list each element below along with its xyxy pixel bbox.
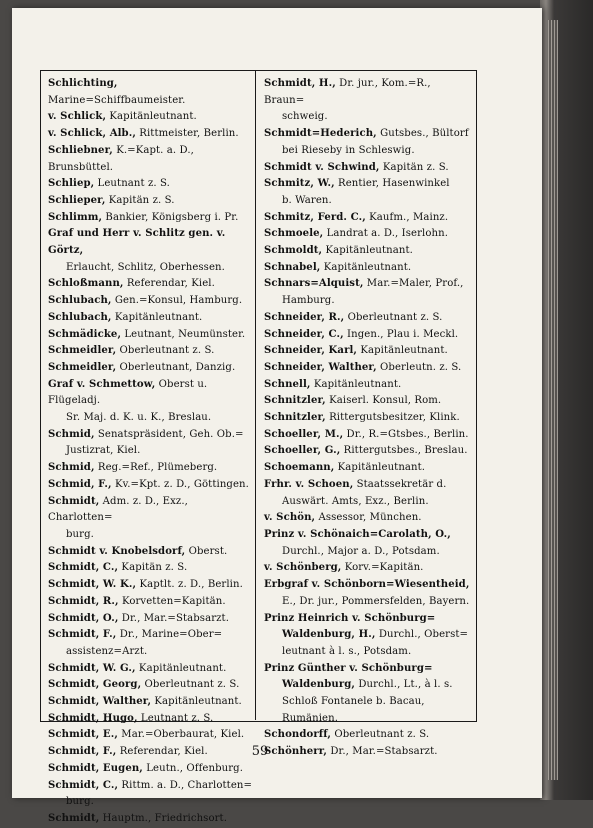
page-edges — [548, 20, 558, 780]
entry-details: Rittm. a. D., Charlotten= — [118, 779, 253, 791]
entry-details: Leutnant z. S. — [137, 712, 214, 724]
directory-entry — [264, 360, 470, 377]
entry-continuation — [48, 644, 253, 661]
entry-name: Schmitz, Ferd. C., — [264, 211, 366, 223]
entry-details: Bankier, Königsberg i. Pr. — [102, 211, 239, 223]
entry-name: Schlubach, — [48, 295, 112, 307]
entry-continuation — [264, 594, 470, 611]
entry-continuation-text: bei Rieseby in Schleswig. — [282, 144, 415, 156]
entry-continuation — [264, 677, 470, 694]
entry-details: Gutsbes., Bültorf — [376, 128, 469, 140]
entry-name: Graf und Herr v. Schlitz gen. v. Görtz, — [48, 228, 226, 257]
directory-entry — [264, 744, 470, 761]
entry-continuation-text: Erlaucht, Schlitz, Oberhessen. — [66, 261, 225, 273]
entry-name: Schlimm, — [48, 211, 103, 223]
entry-continuation — [264, 544, 470, 561]
entry-continuation: Rumänien. — [282, 712, 339, 724]
entry-details: K.=Kapt. a. D., Brunsbüttel. — [48, 144, 194, 173]
directory-entry — [264, 243, 470, 260]
entry-continuation-text: Durchl., Lt., à l. s. — [355, 679, 453, 691]
entry-continuation-text: schweig. — [282, 111, 328, 123]
entry-name: Schneider, Walther, — [264, 361, 377, 373]
directory-entry — [48, 811, 253, 828]
entry-name: Schoeller, M., — [264, 428, 344, 440]
entry-continuation-text: b. Waren. — [282, 194, 332, 206]
directory-entry — [48, 611, 253, 628]
entry-name: Schliep, — [48, 178, 95, 190]
directory-entry — [48, 193, 253, 210]
entry-name: Schmidt, R., — [48, 595, 119, 607]
directory-entry — [48, 76, 253, 109]
directory-entry — [48, 377, 253, 427]
entry-details: Leutnant z. S. — [94, 178, 170, 190]
entry-details: Kapitänleutnant. — [310, 378, 402, 390]
directory-entry — [264, 126, 470, 159]
entry-name: Prinz v. Schönaich=Carolath, O., — [264, 528, 451, 540]
entry-details: Kaptlt. z. D., Berlin. — [136, 579, 243, 591]
entry-details: Landrat a. D., Iserlohn. — [323, 228, 449, 240]
directory-entry — [48, 109, 253, 126]
entry-name: Schmädicke, — [48, 328, 122, 340]
entry-details: Mar.=Oberbaurat, Kiel. — [117, 729, 245, 741]
directory-entry — [48, 126, 253, 143]
entry-name: Schmidt, C., — [48, 562, 119, 574]
entry-name-continuation: Waldenburg, H., — [282, 629, 376, 641]
entry-name: Schmidt, E., — [48, 729, 118, 741]
directory-entry — [48, 544, 253, 561]
directory-entry — [264, 410, 470, 427]
entry-continuation — [264, 109, 470, 126]
entry-continuation: leutnant à l. s., Potsdam. — [282, 645, 412, 657]
directory-entry — [264, 176, 470, 209]
directory-entry — [48, 327, 253, 344]
entry-name: Schmidt, F., — [48, 629, 117, 641]
directory-entry — [264, 343, 470, 360]
entry-details: Kv.=Kpt. z. D., Göttingen. — [111, 478, 249, 490]
entry-details: Dr., Mar.=Stabsarzt. — [118, 612, 230, 624]
entry-continuation — [264, 627, 470, 644]
directory-entry — [48, 460, 253, 477]
directory-entry — [264, 527, 470, 560]
entry-details: Assessor, München. — [315, 512, 422, 524]
entry-details: Kapitänleutnant. — [320, 261, 412, 273]
entry-continuation-text: assistenz=Arzt. — [66, 645, 148, 657]
directory-entry — [264, 327, 470, 344]
entry-name: Schmidt, F., — [48, 746, 117, 758]
entry-details: Oberst. — [185, 545, 228, 557]
entry-continuation — [48, 443, 253, 460]
entry-name: Schmeidler, — [48, 361, 117, 373]
entry-name: Schmid, — [48, 428, 95, 440]
entry-name: Schlubach, — [48, 311, 112, 323]
directory-entry — [264, 260, 470, 277]
directory-entry — [48, 677, 253, 694]
entry-continuation-text: Durchl., Major a. D., Potsdam. — [282, 545, 440, 557]
directory-entry — [48, 176, 253, 193]
entry-name: Schmidt, — [48, 495, 100, 507]
entry-continuation — [264, 494, 470, 511]
entry-details: Dr., Marine=Ober= — [116, 629, 223, 641]
entry-details: Ingen., Plau i. Meckl. — [343, 328, 459, 340]
entry-name: Schmidt v. Schwind, — [264, 161, 380, 173]
entry-name: Frhr. v. Schoen, — [264, 478, 354, 490]
directory-entry — [48, 310, 253, 327]
entry-continuation — [48, 260, 253, 277]
entry-name: v. Schlick, — [48, 111, 107, 123]
entry-details: Staatssekretär d. — [353, 478, 447, 490]
directory-entry — [264, 727, 470, 744]
entry-name: Schlieper, — [48, 194, 106, 206]
entry-details: Oberleutnant z. S. — [116, 345, 215, 357]
entry-details: Referendar, Kiel. — [116, 746, 208, 758]
entry-name: Schnars=Alquist, — [264, 278, 364, 290]
entry-continuation-text: Hamburg. — [282, 295, 335, 307]
entry-details: Kapitänleutnant. — [357, 345, 448, 357]
directory-entry — [48, 293, 253, 310]
entry-details: Kapitänleutnant. — [135, 662, 227, 674]
entry-name: Schmidt, O., — [48, 612, 119, 624]
entry-continuation-text: burg. — [66, 528, 94, 540]
entry-name: Schmidt, C., — [48, 779, 119, 791]
directory-entry — [264, 661, 470, 728]
entry-name: v. Schlick, Alb., — [48, 128, 136, 140]
entry-name: Schliebner, — [48, 144, 113, 156]
directory-entry — [264, 560, 470, 577]
entry-name: Schmidt, W. K., — [48, 579, 137, 591]
entry-details: Oberleutnant, Danzig. — [116, 361, 236, 373]
entry-name-continuation: Waldenburg, — [282, 679, 356, 691]
entry-name: Schlichting, — [48, 78, 118, 89]
entry-name: Schmidt, Georg, — [48, 679, 142, 691]
entry-continuation — [264, 193, 470, 210]
entry-name: Schmidt, Walther, — [48, 696, 152, 708]
entry-details: Kapitänleutnant. — [322, 245, 413, 257]
entry-name: Schmeidler, — [48, 345, 117, 357]
directory-entry — [264, 611, 470, 661]
entry-continuation: Schloß Fontanele b. Bacau, — [282, 696, 425, 708]
entry-name: Schmid, F., — [48, 478, 112, 490]
directory-entry — [264, 393, 470, 410]
directory-entry — [48, 494, 253, 544]
directory-entry — [48, 560, 253, 577]
directory-entry — [48, 627, 253, 660]
directory-entry — [48, 711, 253, 728]
entry-details: Kapitänleutnant. — [151, 696, 242, 708]
directory-entry — [48, 210, 253, 227]
entry-continuation-text: burg. — [66, 796, 94, 808]
entry-continuation — [264, 293, 470, 310]
directory-entry — [48, 143, 253, 176]
entry-name: Schmoldt, — [264, 245, 323, 257]
entry-name: Schneider, R., — [264, 311, 345, 323]
entry-name: Schnell, — [264, 378, 311, 390]
entry-name: Prinz Günther v. Schönburg= — [264, 662, 433, 674]
entry-name: Schmidt, W. G., — [48, 662, 136, 674]
page-number: 59 — [251, 744, 269, 759]
entry-name: Schoemann, — [264, 462, 335, 474]
entry-details: Kapitänleutnant. — [111, 311, 203, 323]
entry-details: Kaufm., Mainz. — [365, 211, 449, 223]
directory-entry — [48, 727, 253, 744]
directory-entry — [48, 577, 253, 594]
entry-continuation-text: E., Dr. jur., Pommersfelden, Bayern. — [282, 595, 470, 607]
directory-entry — [264, 160, 470, 177]
entry-details: Kapitän z. S. — [118, 562, 188, 574]
entry-name: Schnabel, — [264, 261, 321, 273]
entry-name: Schmidt v. Knobelsdorf, — [48, 545, 186, 557]
entry-details: Gen.=Konsul, Hamburg. — [111, 295, 243, 307]
entry-details: Mar.=Maler, Prof., — [363, 278, 464, 290]
directory-entry — [48, 761, 253, 778]
directory-entry — [264, 510, 470, 527]
entry-name: v. Schönberg, — [264, 562, 342, 574]
entry-details: Marine=Schiffbaumeister. — [48, 94, 186, 106]
entry-continuation-text: Sr. Maj. d. K. u. K., Breslau. — [66, 412, 212, 424]
directory-entry — [48, 343, 253, 360]
entry-name: v. Schön, — [264, 512, 316, 524]
entry-details: Oberleutnant z. S. — [344, 311, 443, 323]
entry-details: Dr., R.=Gtsbes., Berlin. — [343, 428, 469, 440]
entry-details: Korv.=Kapitän. — [341, 562, 424, 574]
entry-name: Schmitz, W., — [264, 178, 335, 190]
entry-continuation — [264, 143, 470, 160]
directory-entry — [48, 226, 253, 276]
entry-details: Rentier, Hasenwinkel — [334, 178, 450, 190]
entry-name: Schneider, C., — [264, 328, 344, 340]
entry-name: Prinz Heinrich v. Schönburg= — [264, 612, 436, 624]
right-column — [264, 76, 470, 761]
entry-name: Schnitzler, — [264, 412, 326, 424]
directory-entry — [264, 460, 470, 477]
directory-entry — [264, 577, 470, 610]
entry-name: Schmid, — [48, 462, 95, 474]
entry-name: Schmidt, Eugen, — [48, 762, 143, 774]
directory-entry — [264, 210, 470, 227]
entry-name: Schloßmann, — [48, 278, 124, 290]
entry-details: Rittmeister, Berlin. — [135, 128, 239, 140]
entry-continuation-text: Durchl., Oberst= — [375, 629, 469, 641]
directory-entry — [48, 744, 253, 761]
directory-entry — [48, 360, 253, 377]
entry-continuation — [48, 794, 253, 811]
left-column — [48, 76, 253, 828]
directory-entry — [48, 276, 253, 293]
entry-continuation-text: Justizrat, Kiel. — [66, 445, 141, 457]
entry-details: Korvetten=Kapitän. — [118, 595, 226, 607]
directory-entry — [264, 427, 470, 444]
entry-details: Rittergutsbesitzer, Klink. — [325, 412, 460, 424]
entry-details: Reg.=Ref., Plümeberg. — [94, 462, 218, 474]
directory-entry — [48, 694, 253, 711]
entry-details: Dr. jur., Kom.=R., Braun= — [264, 78, 431, 106]
directory-entry — [48, 594, 253, 611]
entry-details: Kapitänleutnant. — [106, 111, 197, 123]
entry-name: Erbgraf v. Schönborn=Wiesentheid, — [264, 579, 470, 591]
directory-entry — [264, 310, 470, 327]
entry-details: Kapitän z. S. — [105, 194, 175, 206]
entry-details: Senatspräsident, Geh. Ob.= — [94, 428, 244, 440]
entry-name: Schnitzler, — [264, 395, 326, 407]
entry-continuation — [48, 410, 253, 427]
entry-name: Schmidt, H., — [264, 78, 336, 89]
entry-name: Schneider, Karl, — [264, 345, 358, 357]
entry-details: Kapitän z. S. — [379, 161, 449, 173]
entry-details: Oberleutn. z. S. — [376, 361, 462, 373]
directory-entry — [48, 661, 253, 678]
entry-details: Dr., Mar.=Stabsarzt. — [327, 746, 438, 758]
entry-details: Oberleutnant z. S. — [331, 729, 430, 741]
entry-name: Graf v. Schmettow, — [48, 378, 156, 390]
directory-entry — [48, 778, 253, 811]
entry-name: Schmidt, Hugo, — [48, 712, 138, 724]
entry-name: Schondorff, — [264, 729, 332, 741]
directory-entry — [48, 427, 253, 460]
column-divider — [255, 70, 256, 720]
directory-entry — [264, 477, 470, 510]
entry-name: Schmidt=Hederich, — [264, 128, 377, 140]
entry-details: Rittergutsbes., Breslau. — [340, 445, 468, 457]
entry-continuation — [48, 527, 253, 544]
entry-details: Oberleutnant z. S. — [141, 679, 240, 691]
entry-details: Hauptm., Friedrichsort. — [99, 812, 228, 824]
entry-details: Kapitänleutnant. — [334, 462, 426, 474]
entry-details: Leutnant, Neumünster. — [121, 328, 246, 340]
entry-name: Schoeller, G., — [264, 445, 341, 457]
directory-entry — [48, 477, 253, 494]
entry-continuation-text: Auswärt. Amts, Exz., Berlin. — [282, 495, 429, 507]
directory-entry — [264, 226, 470, 243]
directory-entry — [264, 377, 470, 394]
entry-details: Leutn., Offenburg. — [142, 762, 244, 774]
entry-name: Schmoele, — [264, 228, 324, 240]
entry-details: Referendar, Kiel. — [123, 278, 215, 290]
directory-entry — [264, 76, 470, 126]
directory-entry — [264, 276, 470, 309]
entry-details: Oberst u. Flügeladj. — [48, 378, 208, 407]
entry-name: Schönherr, — [264, 746, 328, 758]
entry-details: Kaiserl. Konsul, Rom. — [325, 395, 442, 407]
entry-details: Adm. z. D., Exz., Charlotten= — [48, 495, 188, 524]
entry-name: Schmidt, — [48, 812, 100, 824]
directory-entry — [264, 443, 470, 460]
